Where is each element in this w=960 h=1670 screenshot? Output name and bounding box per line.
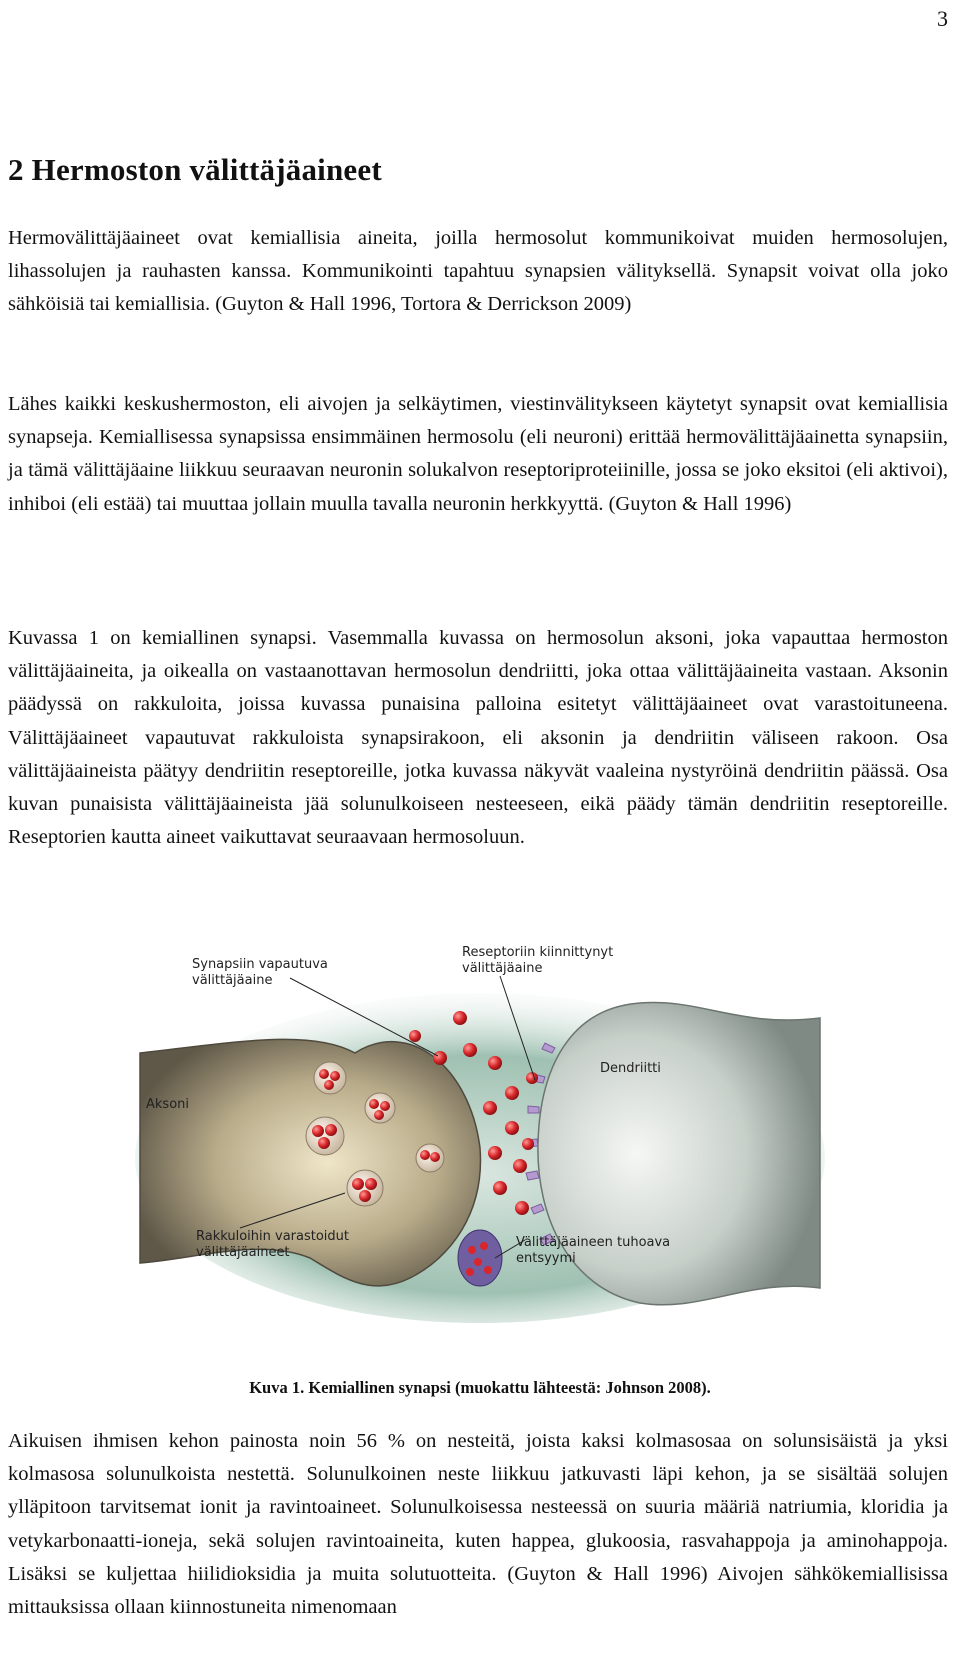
paragraph-figure-description: Kuvassa 1 on kemiallinen synapsi. Vasemmalla kuvassa on hermosolun aksoni, joka vapauttaa hermoston välittäjäaineita, ja oikealla on vastaanottavan hermosolun dendriitti, joka ottaa välittäjäaineita vastaan. Aksonin päädyssä on rakkuloita, joissa kuvassa punaisina palloina esitetyt välittäjäaineet ovat varastoituneena. Välittäjäaineet vapautuvat rakkuloista synapsirakoon, eli aksonin ja dendriitin väliseen rakoon. Osa välittäjäaineista päätyy dendriitin reseptoreille, jotka kuvassa näkyvät vaaleina nystyröinä dendriitin päässä. Osa kuvan punaisista välittäjäaineista jää solunulkoiseen nesteeseen, eikä päädy tämän dendriitin reseptoreille. Reseptorien kautta aineet vaikuttavat seuraavaan hermosoluun.	[8, 627, 948, 849]
label-receptor-bound-line2: välittäjäaine	[462, 961, 543, 976]
label-dendrite: Dendriitti	[600, 1061, 661, 1076]
label-stored-line1: Rakkuloihin varastoidut	[196, 1229, 350, 1244]
section-heading: 2 Hermoston välittäjäaineet	[8, 152, 382, 187]
dendrite-shape	[538, 1002, 820, 1304]
label-enzyme-line1: Välittäjäaineen tuhoava	[516, 1235, 671, 1250]
label-released-line2: välittäjäaine	[192, 973, 273, 988]
paragraph-intro: Hermovälittäjäaineet ovat kemiallisia aineita, joilla hermosolut kommunikoivat muiden hermosolujen, lihassolujen ja rauhasten kanssa. Kommunikointi tapahtuu synapsien välityksellä. Synapsit voivat olla joko sähköisiä tai kemiallisia. (Guyton & Hall 1996, Tortora & Derrickson 2009)	[8, 227, 948, 316]
label-axon: Aksoni	[146, 1097, 189, 1112]
paragraph-chemical-synapse: Lähes kaikki keskushermoston, eli aivojen ja selkäytimen, viestinvälitykseen käytetyt synapsit ovat kemiallisia synapseja. Kemiallisessa synapsissa ensimmäinen hermosolu (eli neuroni) erittää hermovälittäjäainetta synapsiin, ja tämä välittäjäaine liikkuu seuraavan neuronin solukalvon reseptoriproteiinille, jossa se joko eksitoi (eli aktivoi), inhiboi (eli estää) tai muuttaa jollain muulla tavalla neuronin herkkyyttä. (Guyton & Hall 1996)	[8, 393, 948, 515]
label-released-line1: Synapsiin vapautuva	[192, 957, 328, 972]
synapse-figure	[140, 945, 820, 1358]
figure-caption: Kuva 1. Kemiallinen synapsi (muokattu lähteestä: Johnson 2008).	[249, 1378, 711, 1397]
page-number: 3	[937, 6, 948, 31]
label-stored-line2: välittäjäaineet	[196, 1245, 290, 1260]
paragraph-extracellular-fluid: Aikuisen ihmisen kehon painosta noin 56 % on nesteitä, joista kaksi kolmasosaa on solunsisäistä ja yksi kolmasosa solunulkoista nestettä. Solunulkoinen neste liikkuu jatkuvasti läpi kehon, ja se sisältää solujen ylläpitoon tarvitsemat ionit ja ravintoaineet. Solunulkoisessa nesteessä on suuria määriä natriumia, kloridia ja vetykarbonaatti-ioneja, sekä solujen ravintoaineita, kuten happea, glukoosia, rasvahappoja ja aminohappoja. Lisäksi se kuljettaa hiilidioksidia ja muita solutuotteita. (Guyton & Hall 1996) Aivojen sähkökemiallisissa mittauksissa ollaan kiinnostuneita nimenomaan	[8, 1430, 948, 1619]
label-receptor-bound-line1: Reseptoriin kiinnittynyt	[462, 945, 614, 960]
label-enzyme-line2: entsyymi	[516, 1251, 576, 1266]
